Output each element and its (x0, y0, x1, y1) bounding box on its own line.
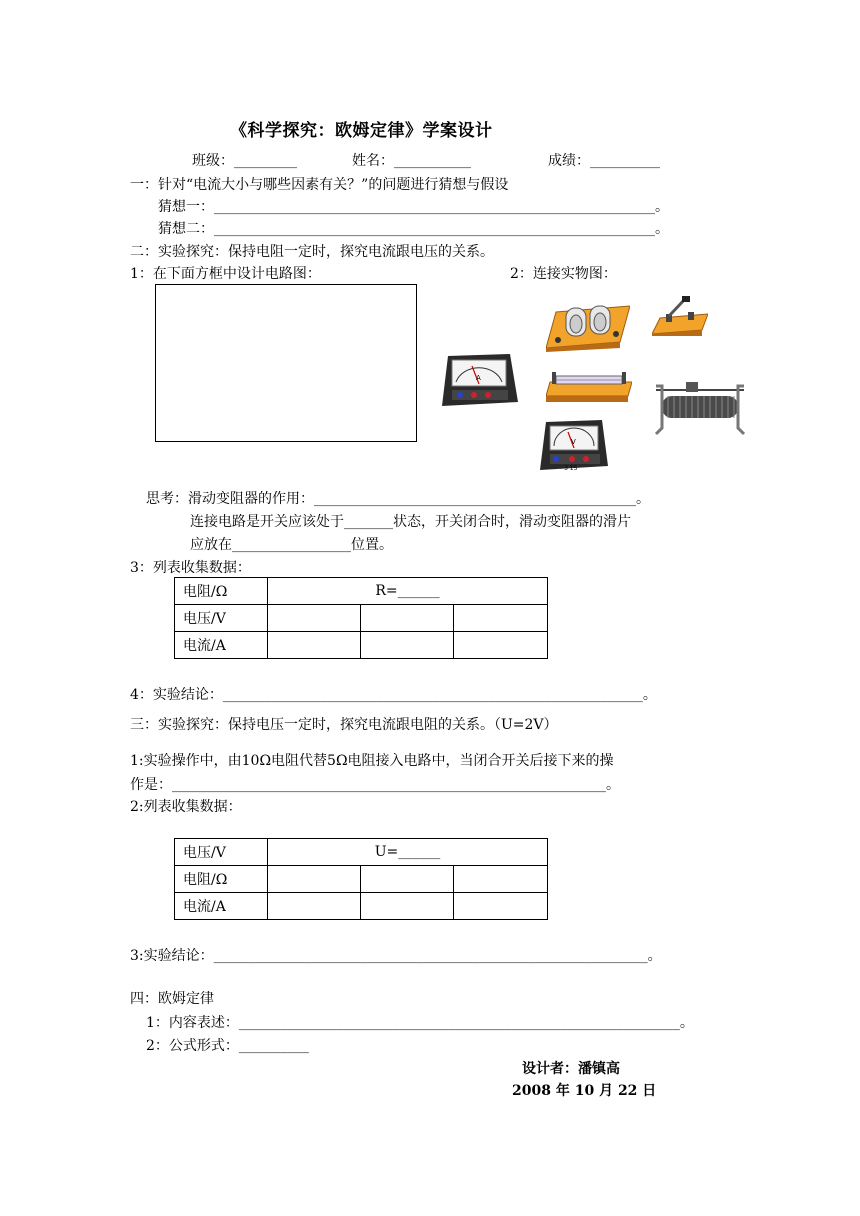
think-switch-state-field[interactable]: 连接电路是开关应该处于_______状态，开关闭合时，滑动变阻器的滑片 (190, 514, 631, 530)
circuit-design-label: 1：在下面方框中设计电路图： (130, 266, 321, 282)
table-input-cell[interactable] (454, 605, 548, 632)
table-cell: 电阻/Ω (175, 578, 268, 605)
table-input-cell[interactable] (361, 866, 454, 893)
name-field[interactable]: 姓名：___________ (352, 153, 471, 169)
operation-answer-field[interactable]: 作是：______________________________________________________________。 (130, 777, 620, 793)
table-input-cell[interactable] (454, 866, 548, 893)
table-input-cell[interactable] (268, 866, 361, 893)
table-input-cell[interactable] (361, 893, 454, 920)
section2-heading: 二：实验探究：保持电阻一定时，探究电流跟电压的关系。 (130, 244, 494, 260)
guess1-field[interactable]: 猜想一：_______________________________________________________________。 (158, 199, 669, 215)
think-rheostat-field[interactable]: 思考：滑动变阻器的作用：______________________________________________。 (146, 491, 650, 507)
table-row (175, 839, 548, 866)
table-cell: 电压/V (175, 605, 268, 632)
circuit-drawing-box[interactable] (155, 284, 417, 442)
conclusion2-field[interactable]: 3:实验结论：______________________________________________________________。 (130, 948, 662, 964)
knife-switch-icon (652, 296, 708, 336)
law-statement-field[interactable]: 1：内容表述：_______________________________________________________________。 (146, 1015, 694, 1031)
score-field[interactable]: 成绩：__________ (548, 153, 660, 169)
data-table-resistance (174, 838, 548, 920)
table-cell: 电压/V (175, 839, 268, 866)
table-row (175, 893, 548, 920)
formula-field[interactable]: 2：公式形式：__________ (146, 1038, 309, 1054)
table-input-cell[interactable] (454, 893, 548, 920)
table-row (175, 605, 548, 632)
sliding-rheostat-icon (652, 378, 748, 436)
battery-holder-icon (546, 298, 630, 352)
document-date: 2008 年 10 月 22 日 (512, 1083, 657, 1099)
table-input-cell[interactable] (454, 632, 548, 659)
ammeter-dial-letter: A (476, 374, 481, 382)
table-input-cell[interactable] (268, 605, 361, 632)
real-connection-label: 2：连接实物图： (510, 266, 617, 282)
voltmeter-dial-letter: V (571, 438, 576, 446)
voltmeter-terminal-labels: - 3 15 (560, 465, 578, 472)
page-title: 《科学探究：欧姆定律》学案设计 (230, 121, 493, 141)
resistance-value-cell[interactable]: R=______ (268, 578, 548, 605)
table2-label: 2:列表收集数据： (130, 799, 242, 815)
guess2-field[interactable]: 猜想二：_______________________________________________________________。 (158, 221, 669, 237)
table-row (175, 578, 548, 605)
table-cell: 电流/A (175, 893, 268, 920)
table1-label: 3：列表收集数据： (130, 560, 251, 576)
table-input-cell[interactable] (268, 893, 361, 920)
operation-question: 1:实验操作中，由10Ω电阻代替5Ω电阻接入电路中，当闭合开关后接下来的操 (130, 753, 614, 769)
think-slider-position-field[interactable]: 应放在_________________位置。 (190, 537, 393, 553)
table-row (175, 866, 548, 893)
voltage-value-cell[interactable]: U=______ (268, 839, 548, 866)
class-field[interactable]: 班级：_________ (192, 153, 297, 169)
table-input-cell[interactable] (268, 632, 361, 659)
data-table-voltage (174, 577, 548, 659)
designer-credit: 设计者：潘镇高 (522, 1061, 620, 1077)
voltmeter-icon (540, 418, 608, 472)
table-input-cell[interactable] (361, 632, 454, 659)
section4-heading: 四：欧姆定律 (130, 991, 214, 1007)
table-input-cell[interactable] (361, 605, 454, 632)
section1-heading: 一：针对“电流大小与哪些因素有关？”的问题进行猜想与假设 (130, 177, 509, 193)
conclusion1-field[interactable]: 4：实验结论：____________________________________________________________。 (130, 687, 657, 703)
ammeter-icon (442, 352, 518, 408)
table-cell: 电阻/Ω (175, 866, 268, 893)
table-row (175, 632, 548, 659)
section3-heading: 三：实验探究：保持电压一定时，探究电流跟电阻的关系。（U=2V） (130, 717, 558, 733)
resistor-board-icon (546, 368, 632, 402)
table-cell: 电流/A (175, 632, 268, 659)
